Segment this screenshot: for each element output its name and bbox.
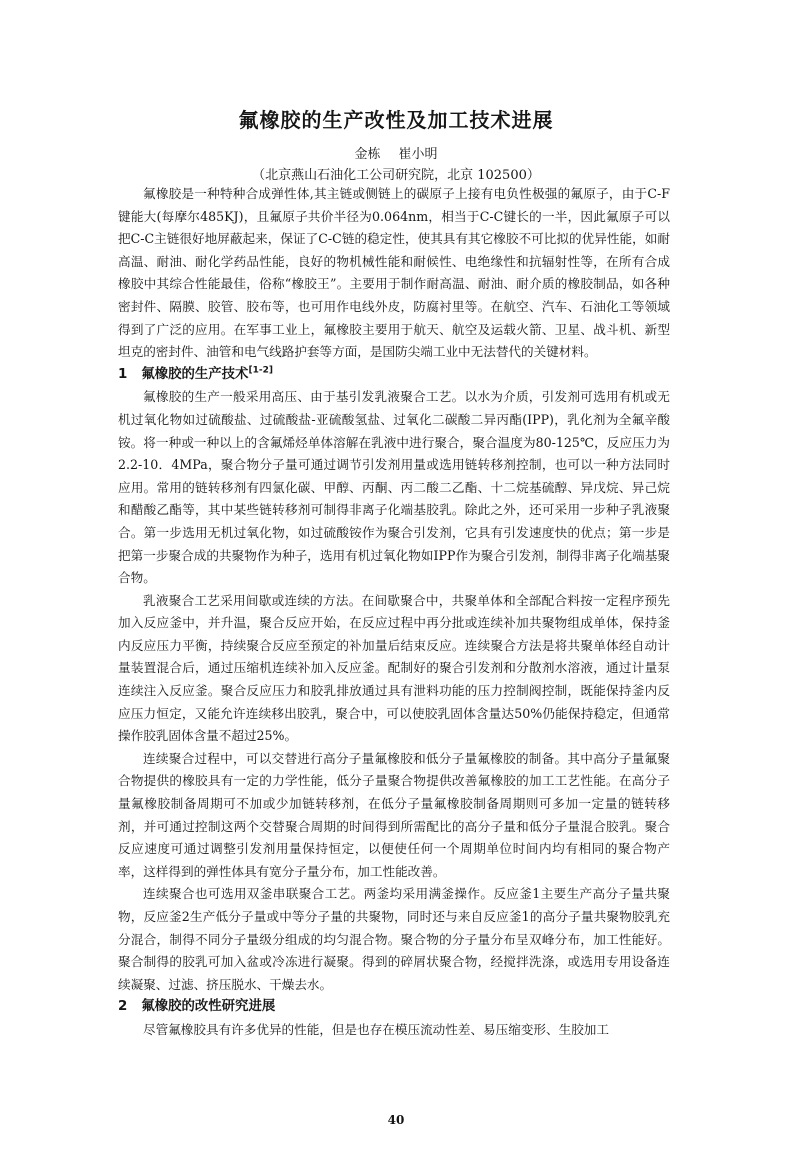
body-paragraph: 连续聚合过程中，可以交替进行高分子量氟橡胶和低分子量氟橡胶的制备。其中高分子量氟聚合物提供的橡胶具有一定的力学性能，低分子量聚合物提供改善氟橡胶的加工工艺性能。在高分子量氟橡胶制备周期可不加或少加链转移剂，在低分子量氟橡胶制备周期则可多加一定量的链转移剂，并可通过控制这两个交替聚合周期的时间得到所需配比的高分子量和低分子量混合胶乳。聚合反应速度可通过调整引发剂用量保持恒定，以便使任何一个周期单位时间内均有相同的聚合物产率，这样得到的弹性体具有宽分子量分布，加工性能改善。	[118, 750, 670, 879]
affiliation: （北京燕山石油化工公司研究院，北京 102500）	[252, 168, 540, 183]
author-name: 金栋	[354, 147, 381, 162]
intro-paragraph: 氟橡胶是一种特种合成弹性体,其主链或侧链上的碳原子上接有电负性极强的氟原子，由于C-F键能大(每摩尔485KJ)，且氟原子共价半径为0.064nm，相当于C-C键长的一半，因此氟原子可以把C-C主链很好地屏蔽起来，保证了C-C链的稳定性，使其具有其它橡胶不可比拟的优异性能，如耐高温、耐油、耐化学药品性能，良好的物机械性能和耐候性、电绝缘性和抗辐射性等，在所有合成橡胶中其综合性能最佳，俗称“橡胶王”。主要用于制作耐高温、耐油、耐介质的橡胶制品，如各种密封件、隔膜、胶管、胶布等，也可用作电线外皮，防腐衬里等。在航空、汽车、石油化工等领域得到了广泛的应用。在军事工业上，氟橡胶主要用于航天、航空及运载火箭、卫星、战斗机、新型坦克的密封件、油管和电气线路护套等方面，是国防尖端工业中无法替代的关键材料。	[118, 186, 670, 360]
body-paragraph: 尽管氟橡胶具有许多优异的性能，但是也存在模压流动性差、易压缩变形、生胶加工	[143, 1021, 609, 1037]
citation-ref: [1-2]	[248, 365, 273, 376]
section-heading	[118, 996, 670, 1019]
section-number: 1	[118, 366, 128, 382]
body-paragraph: 连续聚合也可选用双釜串联聚合工艺。两釜均采用满釜操作。反应釜1主要生产高分子量共聚物，反应釜2生产低分子量或中等分子量的共聚物，同时还与来自反应釜1的高分子量共聚物胶乳充分混合，制得不同分子量级分组成的均匀混合物。聚合物的分子量分布呈双峰分布，加工性能好。聚合制得的胶乳可加入盆或冷冻进行凝聚。得到的碎屑状聚合物，经搅拌洗涤，或选用专用设备连续凝聚、过滤、挤压脱水、干燥去水。	[118, 886, 670, 992]
body-paragraph: 氟橡胶的生产一般采用高压、由于基引发乳液聚合工艺。以水为介质，引发剂可选用有机或无机过氧化物如过硫酸盐、过硫酸盐-亚硫酸氢盐、过氧化二碳酸二异丙酯(IPP)，乳化剂为全氟辛酸铵。将一种或一种以上的含氟烯烃单体溶解在乳液中进行聚合，聚合温度为80-125℃，反应压力为2.2-10．4MPa，聚合物分子量可通过调节引发剂用量或选用链转移剂控制，也可以一种方法同时应用。常用的链转移剂有四氯化碳、甲醇、丙酮、丙二酸二乙酯、十二烷基硫醇、异戊烷、异己烷和醋酸乙酯等，其中某些链转移剂可制得非离子化端基胶乳。除此之外，还可采用一步种子乳液聚合。第一步选用无机过氧化物，如过硫酸铵作为聚合引发剂，它具有引发速度快的优点；第一步是把第一步聚合成的共聚物作为种子，选用有机过氧化物如IPP作为聚合引发剂，制得非离子化端基聚合物。	[118, 389, 670, 586]
author-list	[0, 143, 792, 162]
page-number: 40	[387, 1113, 405, 1127]
author-name: 崔小明	[398, 147, 438, 162]
body-paragraph: 乳液聚合工艺采用间歇或连续的方法。在间歇聚合中，共聚单体和全部配合料按一定程序预先加入反应釜中，并升温，聚合反应开始，在反应过程中再分批或连续补加共聚物组成单体，保持釜内反应压力平衡，持续聚合反应至预定的补加量后结束反应。连续聚合方法是将共聚单体经自动计量装置混合后，通过压缩机连续补加入反应釜。配制好的聚合引发剂和分散剂水溶液，通过计量泵连续注入反应釜。聚合反应压力和胶乳排放通过具有泄料功能的压力控制阀控制，既能保持釜内反应压力恒定，又能允许连续移出胶乳，聚合中，可以使胶乳固体含量达50%仍能保持稳定，但通常操作胶乳固体含量不超过25%。	[118, 592, 670, 744]
section-number: 2	[118, 999, 128, 1015]
article-body	[118, 183, 670, 1042]
section-heading	[118, 364, 670, 387]
section-title: 氟橡胶的改性研究进展	[141, 999, 276, 1015]
section-title: 氟橡胶的生产技术	[141, 366, 249, 382]
paper-title: 氟橡胶的生产改性及加工技术进展	[238, 108, 554, 132]
